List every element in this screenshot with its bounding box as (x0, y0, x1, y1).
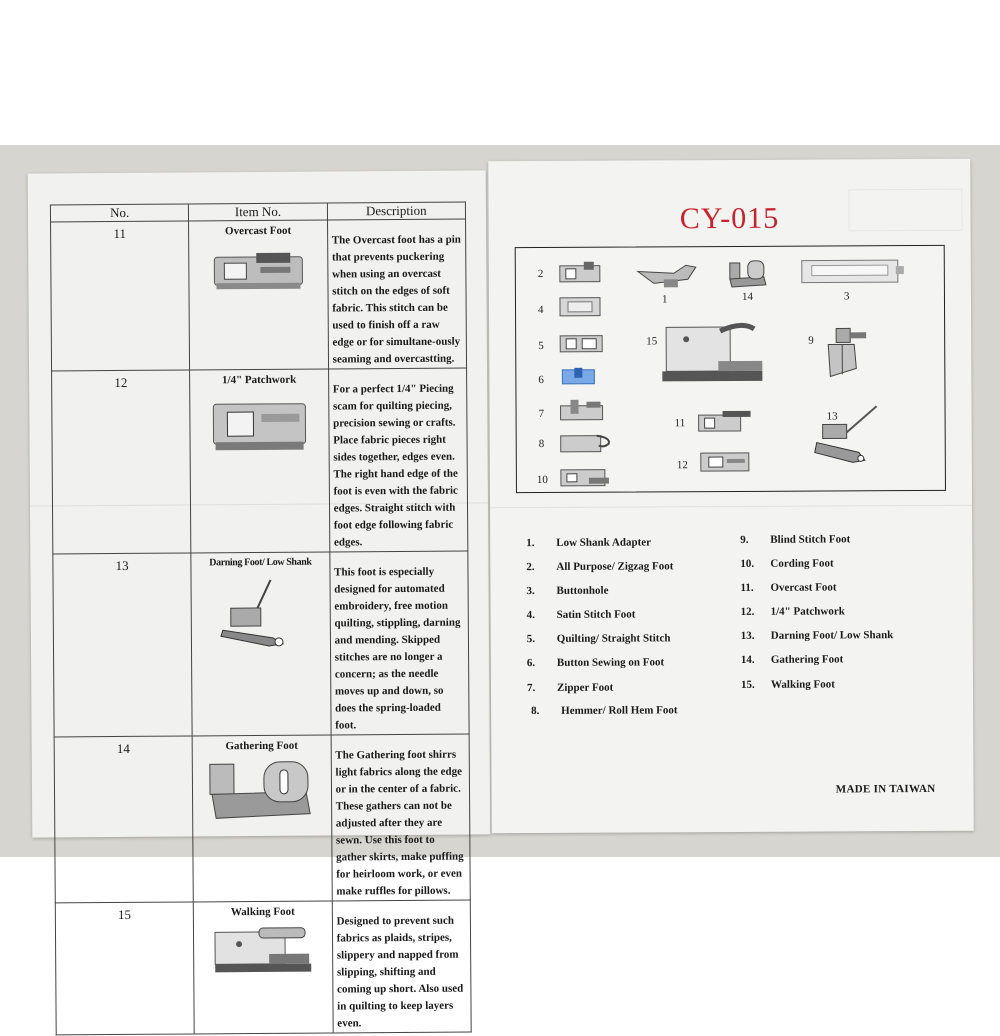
list-item: 13. Darning Foot/ Low Shank (741, 629, 894, 642)
low-shank-adapter-image (634, 261, 702, 291)
foot-description-table (50, 202, 472, 1036)
table-row (52, 368, 468, 554)
row-item-cell (192, 735, 331, 902)
diagram-label-10: 10 (537, 474, 548, 486)
row-description-cell (329, 551, 469, 735)
diagram-label-11: 11 (675, 417, 686, 429)
cording-foot-image (559, 466, 613, 490)
list-item: 4. Satin Stitch Foot (527, 609, 636, 622)
diagram-label-4: 4 (538, 304, 544, 316)
straight-stitch-foot-image (558, 330, 606, 356)
list-item: 15. Walking Foot (741, 678, 835, 690)
table-row (51, 219, 467, 371)
row-description: The Gathering foot shirrs light fabrics along the edge or in the center of a fabric. These gathers can not be adjusted after they are sewn. Use this foot to gather skirts, make puffing for heirloom work, or even make ruffles for pillows. (335, 747, 465, 901)
diagram-label-14: 14 (742, 291, 753, 303)
walking-foot-image (209, 924, 317, 989)
row-number: 11 (51, 221, 190, 371)
row-description-cell (327, 219, 466, 369)
walking-foot-small-image (658, 321, 768, 404)
list-item: 8. Hemmer/ Roll Hem Foot (531, 704, 677, 717)
blind-stitch-foot-image (822, 324, 878, 382)
list-item: 1. Low Shank Adapter (526, 536, 651, 549)
row-item-name: Overcast Foot (191, 225, 324, 238)
list-item: 6. Button Sewing on Foot (527, 656, 664, 669)
row-description: Designed to prevent such fabrics as plaids, stripes, slippery and napped from slipping, shifting and coming up short. Also used in quilting to keep layers even. (337, 913, 467, 1033)
row-description: The Overcast foot has a pin that prevents puckering when using an overcast stitch on the edges of soft fabric. This stitch can be used to finish off a raw edge or for simultane-ously seaming and overcastting. (332, 232, 462, 369)
row-item-name: Darning Foot/ Low Shank (194, 557, 327, 569)
row-item-name: Gathering Foot (195, 740, 328, 753)
list-item: 7. Zipper Foot (527, 682, 613, 694)
hemmer-foot-image (559, 430, 615, 456)
zigzag-foot-image (558, 260, 604, 286)
button-sewing-foot-image (560, 366, 596, 388)
list-item: 14. Gathering Foot (741, 653, 843, 666)
diagram-label-15: 15 (646, 335, 657, 347)
gathering-foot-small-image (728, 259, 768, 289)
row-number: 15 (55, 902, 194, 1035)
diagram-label-2: 2 (538, 268, 544, 280)
darning-foot-small-image (811, 402, 883, 472)
row-number: 14 (54, 736, 193, 903)
list-item: 5. Quilting/ Straight Stitch (527, 632, 671, 645)
row-number: 12 (52, 370, 192, 554)
list-item: 12. 1/4" Patchwork (741, 605, 845, 618)
diagram-label-1: 1 (662, 293, 668, 305)
row-item-cell (190, 369, 330, 553)
list-item: 10. Cording Foot (740, 557, 833, 569)
list-item: 2. All Purpose/ Zigzag Foot (526, 560, 673, 573)
row-item-cell (194, 901, 333, 1034)
diagram-label-3: 3 (844, 290, 850, 302)
row-item-name: 1/4" Patchwork (192, 374, 325, 387)
buttonhole-foot-image (800, 256, 906, 287)
header-item: Item No. (189, 203, 327, 221)
darning-foot-image (212, 574, 309, 655)
made-in-label: MADE IN TAIWAN (836, 783, 936, 796)
diagram-label-12: 12 (677, 459, 688, 471)
diagram-label-13: 13 (827, 410, 838, 422)
row-item-cell (191, 552, 331, 736)
table-header-row (50, 202, 465, 222)
patchwork-foot-image (209, 392, 309, 459)
zipper-foot-image (558, 398, 606, 424)
model-title: CY-015 (488, 201, 970, 238)
gathering-foot-image (206, 758, 318, 829)
diagram-label-8: 8 (539, 438, 545, 450)
list-item: 3. Buttonhole (526, 585, 608, 597)
overcast-foot-small-image (697, 409, 757, 435)
row-item-name: Walking Foot (196, 906, 329, 919)
diagram-label-5: 5 (538, 340, 544, 352)
table-row (55, 900, 471, 1035)
instruction-sheet-right (488, 159, 974, 834)
row-description-cell (332, 900, 471, 1033)
row-description: This foot is especially designed for automated embroidery, free motion quilting, stippling, darning and mending. Skipped stitches are no longer a concern; as the needle moves up and down, so does the spring-loaded foot. (334, 564, 465, 735)
instruction-sheet-left (28, 170, 491, 837)
diagram-label-9: 9 (808, 335, 814, 347)
row-description: For a perfect 1/4" Piecing scam for quilting piecing, precision sewing or crafts. Place fabric pieces right sides together, edges even. The right hand edge of the foot is even with the fabric edges. Straight stitch with foot edge following fabric edges. (333, 381, 464, 552)
overcast-foot-image (210, 243, 306, 300)
header-no: No. (50, 204, 188, 222)
list-item: 9. Blind Stitch Foot (740, 533, 850, 546)
diagram-label-6: 6 (538, 374, 544, 386)
table-row (53, 551, 469, 737)
diagram-label-7: 7 (539, 408, 545, 420)
satin-stitch-foot-image (558, 294, 604, 320)
row-number: 13 (53, 553, 193, 737)
row-description-cell (328, 368, 468, 552)
header-description: Description (327, 202, 465, 220)
list-item: 11. Overcast Foot (740, 581, 836, 594)
row-description-cell (331, 734, 470, 901)
patchwork-foot-small-image (699, 449, 753, 475)
paper-fold (490, 505, 972, 509)
table-row (54, 734, 470, 903)
row-item-cell (189, 220, 328, 370)
parts-diagram (515, 245, 946, 493)
